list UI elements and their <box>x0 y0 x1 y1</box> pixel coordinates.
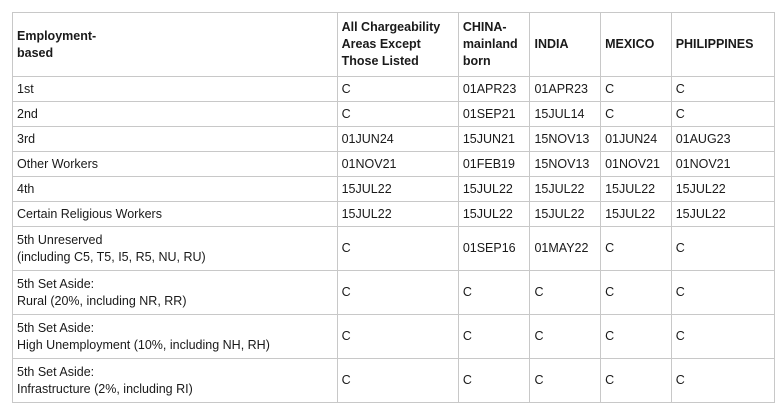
table-cell: C <box>337 359 458 403</box>
table-cell: C <box>671 315 774 359</box>
table-row <box>13 271 775 315</box>
header-cell-all-areas: All Chargeability Areas Except Those Listed <box>337 13 458 77</box>
table-cell: 15JUL22 <box>337 177 458 202</box>
table-cell: 01NOV21 <box>671 152 774 177</box>
table-cell: 15JUL14 <box>530 102 601 127</box>
table-cell: C <box>337 102 458 127</box>
table-cell: 01MAY22 <box>530 227 601 271</box>
row-category-cell: 3rd <box>13 127 338 152</box>
table-cell: C <box>530 271 601 315</box>
table-cell: 15JUN21 <box>458 127 530 152</box>
table-cell: C <box>601 227 672 271</box>
table-cell: 15JUL22 <box>458 202 530 227</box>
table-cell: 01APR23 <box>458 77 530 102</box>
table-cell: 15JUL22 <box>671 177 774 202</box>
table-row <box>13 127 775 152</box>
table-row <box>13 359 775 403</box>
row-category-cell: 5th Set Aside: High Unemployment (10%, including NH, RH) <box>13 315 338 359</box>
table-cell: C <box>601 77 672 102</box>
table-cell: 15JUL22 <box>458 177 530 202</box>
header-cell-china: CHINA- mainland born <box>458 13 530 77</box>
row-category-cell: 2nd <box>13 102 338 127</box>
table-cell: C <box>671 227 774 271</box>
table-cell: C <box>601 359 672 403</box>
header-cell-mexico: MEXICO <box>601 13 672 77</box>
table-cell: C <box>337 315 458 359</box>
table-cell: 15JUL22 <box>530 177 601 202</box>
table-cell: C <box>337 227 458 271</box>
table-cell: C <box>601 315 672 359</box>
table-cell: 01NOV21 <box>337 152 458 177</box>
table-cell: 15JUL22 <box>601 177 672 202</box>
table-cell: 15JUL22 <box>601 202 672 227</box>
table-row <box>13 102 775 127</box>
row-category-cell: 4th <box>13 177 338 202</box>
table-cell: 01NOV21 <box>601 152 672 177</box>
header-cell-philippines: PHILIPPINES <box>671 13 774 77</box>
table-cell: C <box>671 359 774 403</box>
table-cell: C <box>601 271 672 315</box>
table-cell: C <box>671 77 774 102</box>
table-cell: C <box>337 271 458 315</box>
visa-bulletin-table <box>12 12 775 403</box>
table-cell: C <box>337 77 458 102</box>
table-row <box>13 227 775 271</box>
table-row <box>13 177 775 202</box>
header-cell-category: Employment- based <box>13 13 338 77</box>
table-cell: C <box>671 102 774 127</box>
table-cell: C <box>601 102 672 127</box>
table-cell: 01JUN24 <box>337 127 458 152</box>
table-row <box>13 152 775 177</box>
table-cell: 15NOV13 <box>530 152 601 177</box>
row-category-cell: 5th Set Aside: Rural (20%, including NR, RR) <box>13 271 338 315</box>
header-cell-india: INDIA <box>530 13 601 77</box>
header-row <box>13 13 775 77</box>
row-category-cell: Other Workers <box>13 152 338 177</box>
table-cell: 01JUN24 <box>601 127 672 152</box>
table-cell: C <box>671 271 774 315</box>
table-row <box>13 202 775 227</box>
table-cell: C <box>458 315 530 359</box>
table-cell: 01AUG23 <box>671 127 774 152</box>
table-cell: 01FEB19 <box>458 152 530 177</box>
table-cell: 01SEP16 <box>458 227 530 271</box>
table-cell: C <box>530 359 601 403</box>
table-cell: C <box>458 359 530 403</box>
table-cell: C <box>530 315 601 359</box>
table-cell: C <box>458 271 530 315</box>
table-cell: 15NOV13 <box>530 127 601 152</box>
table-cell: 15JUL22 <box>337 202 458 227</box>
table-row <box>13 315 775 359</box>
row-category-cell: Certain Religious Workers <box>13 202 338 227</box>
table-row <box>13 77 775 102</box>
table-cell: 01APR23 <box>530 77 601 102</box>
table-cell: 15JUL22 <box>530 202 601 227</box>
row-category-cell: 5th Unreserved (including C5, T5, I5, R5, NU, RU) <box>13 227 338 271</box>
row-category-cell: 1st <box>13 77 338 102</box>
row-category-cell: 5th Set Aside: Infrastructure (2%, including RI) <box>13 359 338 403</box>
table-cell: 15JUL22 <box>671 202 774 227</box>
table-cell: 01SEP21 <box>458 102 530 127</box>
